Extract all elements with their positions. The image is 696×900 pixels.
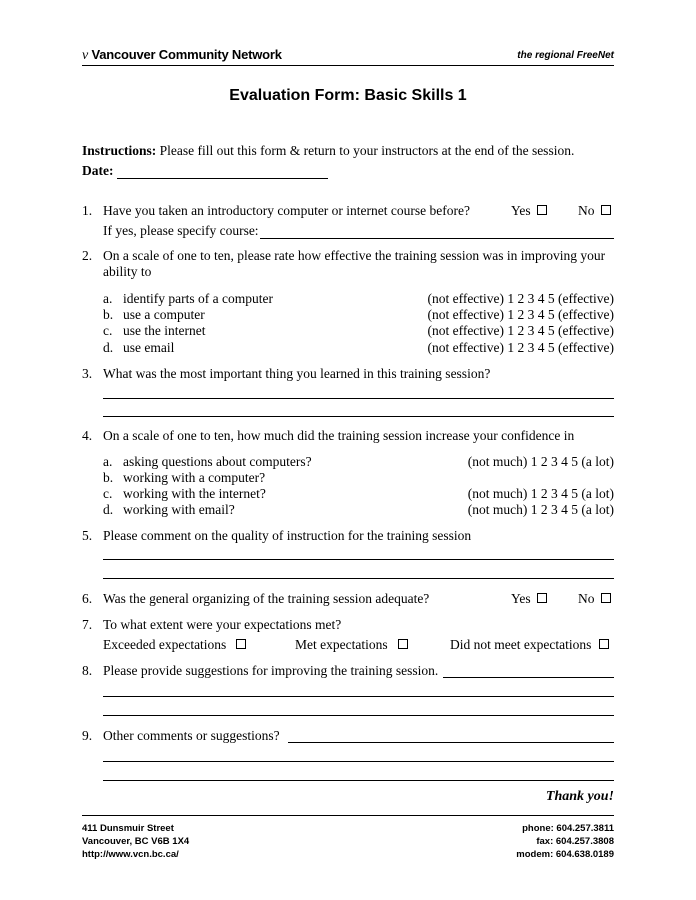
phone-number: phone: 604.257.3811 [522,823,614,834]
checkbox-icon[interactable] [601,205,611,215]
q9-answer-line[interactable] [103,761,614,762]
q8-answer-line[interactable] [103,715,614,716]
footer-contact [516,822,614,861]
q1-course-field[interactable] [260,238,614,239]
q8-number: 8. [82,663,93,678]
checkbox-icon[interactable] [398,639,408,649]
date-label: Date: [82,163,114,178]
q6-no-label: No [578,591,595,606]
q3-answer-line[interactable] [103,416,614,417]
q3-text: What was the most important thing you learned in this training session? [103,366,491,381]
q4-item-a-scale[interactable]: (not much) 1 2 3 4 5 (a lot) [467,454,614,469]
q2-item-b-scale[interactable]: (not effective) 1 2 3 4 5 (effective) [427,307,614,322]
q6-yes-label: Yes [511,591,531,606]
q1-no-label: No [578,203,595,218]
q7-text: To what extent were your expectations met? [103,617,342,632]
tagline: the regional FreeNet [517,50,614,61]
org-header [82,47,282,64]
q1-yes-option[interactable] [511,203,547,219]
address-street: 411 Dunsmuir Street [82,823,174,834]
instructions [82,143,574,159]
q4-text: On a scale of one to ten, how much did the training session increase your confidence in [103,428,575,443]
q4-number: 4. [82,428,93,443]
footer-rule [82,815,614,816]
q1-followup: If yes, please specify course: [103,223,259,238]
q8-answer-line[interactable] [103,696,614,697]
checkbox-icon[interactable] [601,593,611,603]
q2-item-b-label: use a computer [123,307,205,322]
q9-answer-line[interactable] [288,742,614,743]
q5-number: 5. [82,528,93,543]
fax-number: fax: 604.257.3808 [536,836,614,847]
q1-number: 1. [82,203,93,218]
q6-number: 6. [82,591,93,606]
q2-item-c-label: use the internet [123,323,206,338]
q1-text: Have you taken an introductory computer or internet course before? [103,203,470,218]
q9-text: Other comments or suggestions? [103,728,280,743]
q4-item-b-label: working with a computer? [123,470,266,485]
q2-item-d-letter: d. [103,340,114,355]
checkbox-icon[interactable] [537,205,547,215]
q4-item-a-label: asking questions about computers? [123,454,312,469]
q7-option-label: Met expectations [295,637,388,652]
q4-item-b-letter: b. [103,470,114,485]
footer-address [82,822,189,861]
q3-answer-line[interactable] [103,398,614,399]
modem-number: modem: 604.638.0189 [516,849,614,860]
q9-answer-line[interactable] [103,780,614,781]
q2-item-c-scale[interactable]: (not effective) 1 2 3 4 5 (effective) [427,323,614,338]
q2-text-line2: ability to [103,264,152,279]
q5-answer-line[interactable] [103,578,614,579]
logo-mark: v [82,48,89,63]
org-name: Vancouver Community Network [91,47,282,62]
date-field[interactable] [117,178,328,179]
q2-item-d-label: use email [123,340,175,355]
checkbox-icon[interactable] [236,639,246,649]
q2-item-c-letter: c. [103,323,113,338]
q2-number: 2. [82,248,93,263]
instructions-label: Instructions: [82,143,157,158]
page-title: Evaluation Form: Basic Skills 1 [229,87,467,104]
instructions-text: Please fill out this form & return to your instructors at the end of the session. [159,143,575,158]
checkbox-icon[interactable] [599,639,609,649]
q4-item-d-letter: d. [103,502,114,517]
q7-option-label: Exceeded expectations [103,637,227,652]
q6-text: Was the general organizing of the training session adequate? [103,591,430,606]
q8-answer-line[interactable] [443,677,614,678]
q2-item-d-scale[interactable]: (not effective) 1 2 3 4 5 (effective) [427,340,614,355]
q7-number: 7. [82,617,93,632]
q2-item-a-scale[interactable]: (not effective) 1 2 3 4 5 (effective) [427,291,614,306]
q7-option-label: Did not meet expectations [450,637,592,652]
q6-no-option[interactable] [578,591,611,607]
address-city: Vancouver, BC V6B 1X4 [82,836,190,847]
q4-item-c-label: working with the internet? [123,486,266,501]
q2-item-a-letter: a. [103,291,113,306]
q4-item-d-label: working with email? [123,502,235,517]
q3-number: 3. [82,366,93,381]
q7-option-not-met[interactable] [450,637,609,653]
q9-number: 9. [82,728,93,743]
q4-item-d-scale[interactable]: (not much) 1 2 3 4 5 (a lot) [467,502,614,517]
q1-yes-label: Yes [511,203,531,218]
q4-item-c-letter: c. [103,486,113,501]
q2-text-line1: On a scale of one to ten, please rate how effective the training session was in improving your [103,248,606,263]
checkbox-icon[interactable] [537,593,547,603]
q7-option-exceeded[interactable] [103,637,246,653]
date-row [82,163,113,179]
q8-text: Please provide suggestions for improving the training session. [103,663,439,678]
q6-yes-option[interactable] [511,591,547,607]
q5-text: Please comment on the quality of instruction for the training session [103,528,472,543]
q2-item-b-letter: b. [103,307,114,322]
q2-item-a-label: identify parts of a computer [123,291,273,306]
header-rule [82,65,614,66]
q1-no-option[interactable] [578,203,611,219]
q5-answer-line[interactable] [103,559,614,560]
q4-item-a-letter: a. [103,454,113,469]
q4-item-c-scale[interactable]: (not much) 1 2 3 4 5 (a lot) [467,486,614,501]
thank-you-note: Thank you! [545,789,614,804]
website-link[interactable]: http://www.vcn.bc.ca/ [82,849,179,860]
q7-option-met[interactable] [295,637,408,653]
